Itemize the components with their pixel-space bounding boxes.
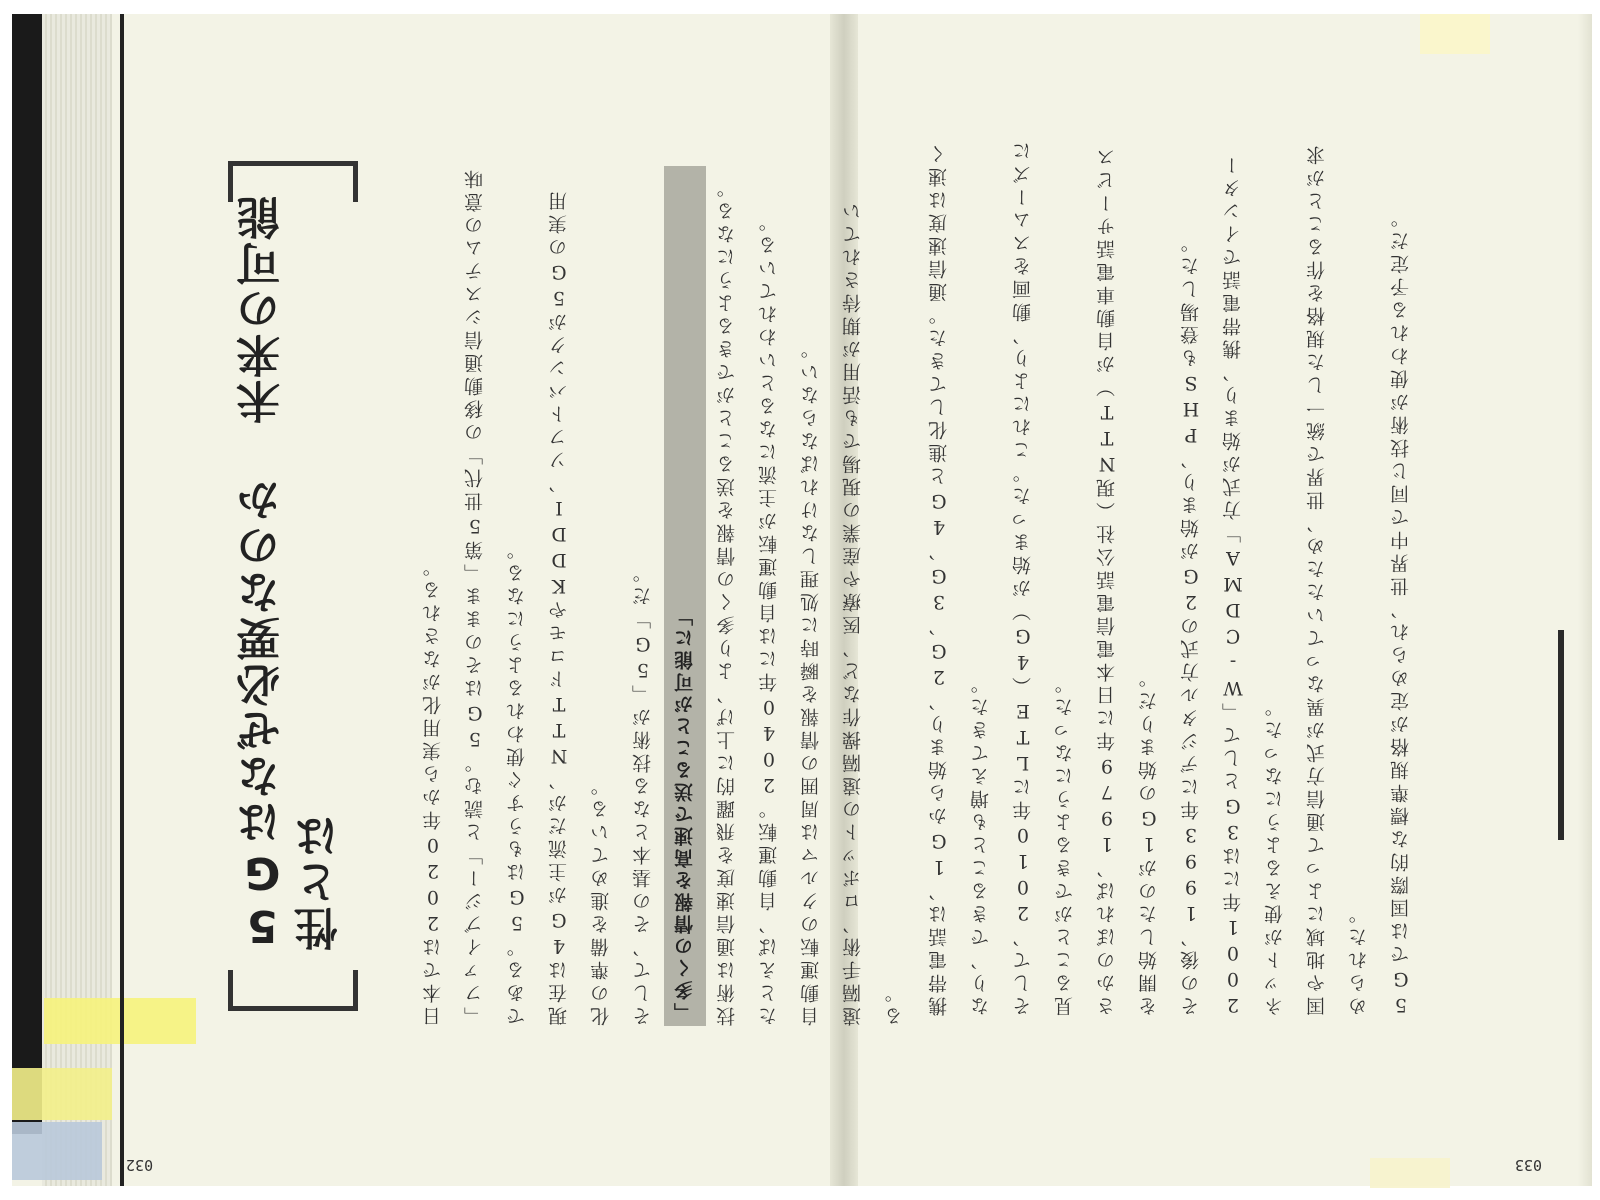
right-page — [858, 14, 1556, 1186]
page-rule — [120, 14, 124, 1186]
sticky-tab-yellow-2[interactable] — [12, 1068, 112, 1120]
paragraph: 自動運転のクルマは周囲の情報を瞬時に処理しなければならない。 — [800, 336, 822, 1026]
paragraph: 「ファイブジー」と読む。5Gはそのまま「第5世代」の移動通信システムの意味である。5Gはもうすぐ使われるようになる。 — [464, 166, 528, 1026]
book-spine-shadow — [12, 14, 42, 1134]
page-number-right: 033 — [1514, 1156, 1542, 1174]
paragraph: そして、2010年にLTE（4G）が始まった。これにより、動画をスムーズに見ることができるようになった。 — [1012, 138, 1076, 1016]
paragraph: 国や地域によって通信方式が異なっていたため、世界で統一した規格を作ることが求められた。 — [1306, 142, 1370, 1016]
edge-mark — [1558, 630, 1564, 840]
section-heading: 「多くの情報を高速で送ることが可能に」 — [664, 166, 706, 1026]
sticky-tab-blue[interactable] — [12, 1122, 102, 1180]
left-page — [112, 14, 906, 1186]
paragraph: 携帯電話は、1Gから始まり、2G、3G、4Gと進化してきた。通信速度は速くなり、できることも増えてきた。 — [928, 141, 992, 1016]
paragraph: その後、1993年にデジタル方式の2Gが始まり、PHSも登場した。 — [1180, 230, 1202, 1016]
paragraph: 日本では2020年から実用化がなされる。 — [422, 554, 444, 1026]
paragraph: さかのぼれば、1979年に日本電信電話公社（現NTT）が自動車電話サービスを開始したのが1Gの始まりだ。 — [1096, 144, 1160, 1016]
right-page-edge — [1578, 14, 1592, 1186]
page-number-left: 032 — [126, 1156, 154, 1174]
paragraph: 5Gでは国際的な標準規格が定められ、世界中で同じ技術が使われる予定だ。 — [1390, 205, 1412, 1016]
title-bracket-bottom — [228, 161, 358, 202]
paragraph: そして、その基本となる技術が「5G」だ。 — [632, 560, 654, 1026]
chapter-title-block — [224, 161, 364, 1011]
paragraph: 現在は4Gが主流だが、NTTドコモやKDDI、ソフトバンクが5Gの実用化の準備を進めている。 — [548, 188, 612, 1026]
title-bracket-top — [228, 970, 358, 1011]
paragraph: 遠隔手術、ロボットの遠隔操作など、医療や産業の現場でも活用が期待されている。 — [842, 198, 906, 1026]
right-body-text — [918, 136, 1422, 1016]
left-body-text — [412, 166, 916, 1026]
chapter-title: 5Gはなぜ必要なのか 未来の可能性とは — [237, 194, 346, 951]
paragraph: 2001年には3Gとして「W-CDMA」方式が始まり、携帯電話でインターネットが使えるようになった。 — [1222, 152, 1286, 1016]
paragraph: たとえば、自動運転。2040年には自動運転が主流になるといわれている。 — [758, 209, 780, 1026]
paragraph: 技術は通信速度を飛躍的に上げ、より多くの情報を送ることができるようになる。 — [716, 175, 738, 1026]
